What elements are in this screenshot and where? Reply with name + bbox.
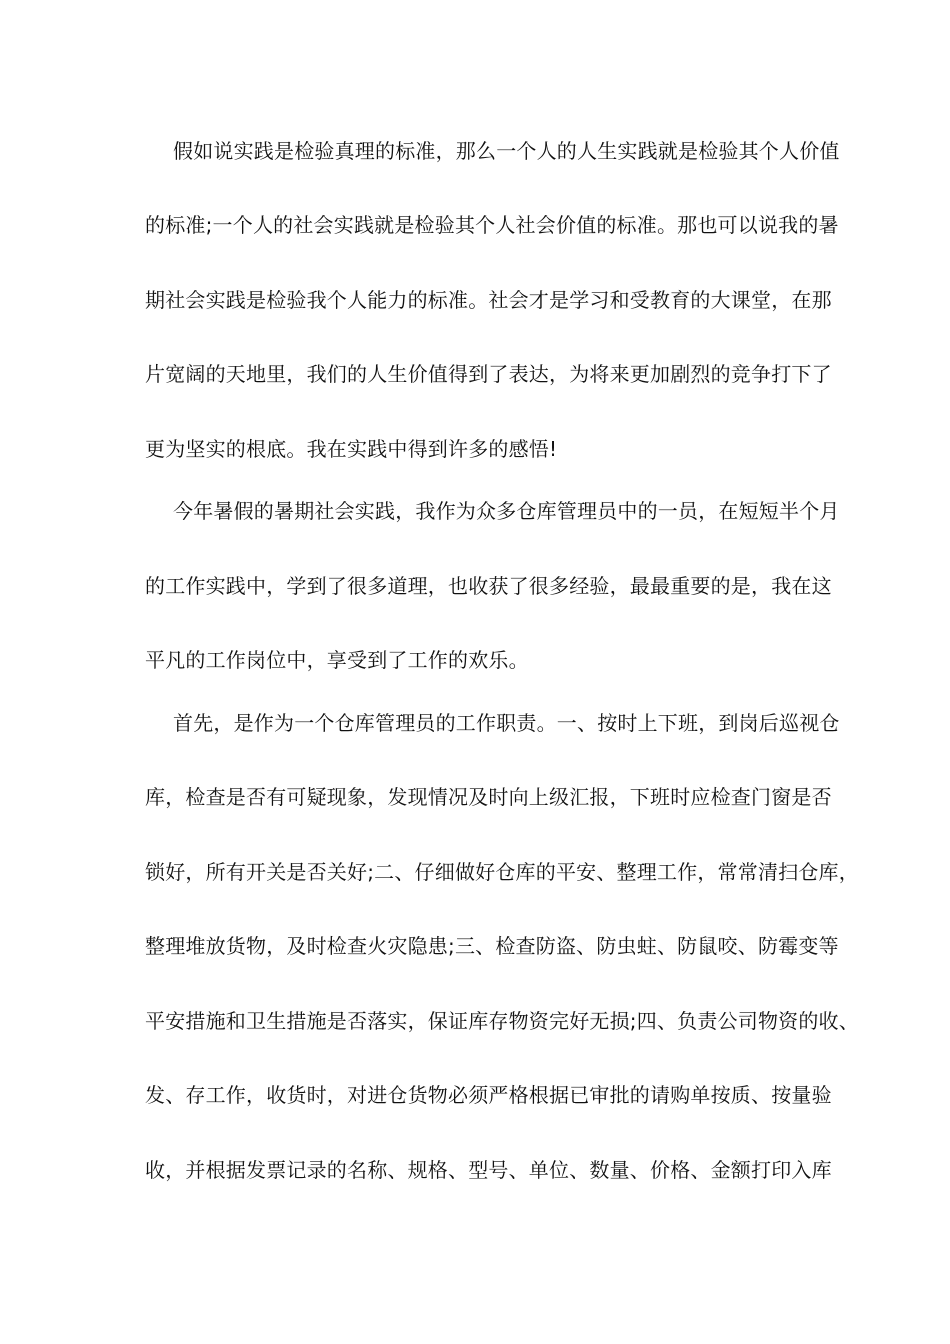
paragraph-2-line-1: 今年暑假的暑期社会实践，我作为众多仓库管理员中的一员，在短短半个月 xyxy=(173,499,840,523)
paragraph-3-line-7: 收，并根据发票记录的名称、规格、型号、单位、数量、价格、金额打印入库 xyxy=(145,1158,832,1182)
paragraph-3-line-4: 整理堆放货物，及时检查火灾隐患;三、检查防盗、防虫蛀、防鼠咬、防霉变等 xyxy=(145,934,839,958)
paragraph-1-line-2: 的标准;一个人的社会实践就是检验其个人社会价值的标准。那也可以说我的暑 xyxy=(145,213,839,237)
paragraph-1-line-4: 片宽阔的天地里，我们的人生价值得到了表达，为将来更加剧烈的竞争打下了 xyxy=(145,362,832,386)
paragraph-1-line-5: 更为坚实的根底。我在实践中得到许多的感悟! xyxy=(145,437,558,461)
paragraph-3-line-6: 发、存工作，收货时，对进仓货物必须严格根据已审批的请购单按质、按量验 xyxy=(145,1083,832,1107)
paragraph-3-line-5: 平安措施和卫生措施是否落实，保证库存物资完好无损;四、负责公司物资的收、 xyxy=(145,1009,859,1033)
paragraph-2-line-2: 的工作实践中，学到了很多道理，也收获了很多经验，最最重要的是，我在这 xyxy=(145,574,832,598)
paragraph-1-line-3: 期社会实践是检验我个人能力的标准。社会才是学习和受教育的大课堂，在那 xyxy=(145,288,832,312)
paragraph-1-line-1: 假如说实践是检验真理的标准，那么一个人的人生实践就是检验其个人价值 xyxy=(173,139,840,163)
paragraph-3-line-2: 库，检查是否有可疑现象，发现情况及时向上级汇报，下班时应检查门窗是否 xyxy=(145,785,832,809)
paragraph-3-line-3: 锁好，所有开关是否关好;二、仔细做好仓库的平安、整理工作，常常清扫仓库， xyxy=(145,860,859,884)
paragraph-3-line-1: 首先，是作为一个仓库管理员的工作职责。一、按时上下班，到岗后巡视仓 xyxy=(173,711,840,735)
paragraph-2-line-3: 平凡的工作岗位中，享受到了工作的欢乐。 xyxy=(145,648,529,672)
